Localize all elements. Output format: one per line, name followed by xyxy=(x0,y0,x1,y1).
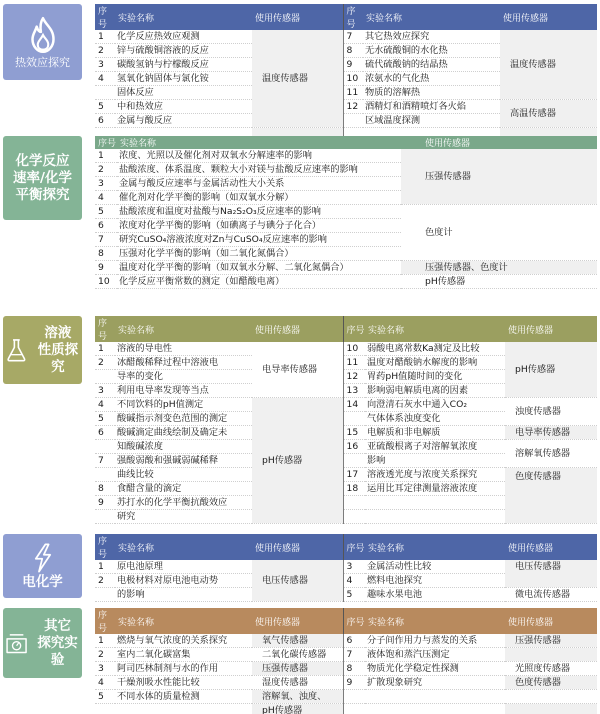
table-row: 10 化学反应平衡常数的测定（如醋酸电离） pH传感器 xyxy=(95,275,597,289)
section-label-other xyxy=(3,608,82,678)
col-header-sensor: 使用传感器 xyxy=(252,534,343,560)
table-row: 6 金属与酸反应 区域温度探测 xyxy=(95,114,597,128)
table-row: 4 氢氧化钠固体与氯化铵 10 浓氨水的气化热 xyxy=(95,72,597,86)
table-row: 3 阿司匹林制剂与水的作用 压强传感器 8 物质光化学稳定性探测 光照度传感器 xyxy=(95,662,597,676)
col-header-sensor: 使用传感器 xyxy=(505,534,597,560)
table-row: 的影响 5 趣味水果电池 微电流传感器 xyxy=(95,588,597,602)
section-electro xyxy=(0,534,600,598)
col-header-sensor: 使用传感器 xyxy=(252,4,343,30)
table-row: 3 利用电导率发现等当点 13 影响弱电解质电离的因素 xyxy=(95,384,597,398)
table-row: 3 碳酸氢钠与柠檬酸反应 9 硫代硫酸钠的结晶热 xyxy=(95,58,597,72)
section-other xyxy=(0,608,600,712)
section-rate xyxy=(0,136,600,300)
section-label-thermal xyxy=(3,4,82,80)
sensor-cell: 温度传感器 xyxy=(252,30,343,128)
table-row: 9 苏打水的化学平衡抗酸效应 xyxy=(95,496,597,510)
col-header-name: 实验名称 xyxy=(117,136,401,149)
electro-table xyxy=(95,534,597,602)
table-row: pH传感器 xyxy=(95,704,597,714)
table-row: 5 酸碱指示剂变色范围的测定 气体体系浊度变化 xyxy=(95,412,597,426)
sensor-cell: 溶解氧传感器 xyxy=(505,440,597,468)
sensor-cell: pH传感器 xyxy=(401,275,597,289)
section-thermal xyxy=(0,4,600,128)
col-header-num: 序号 xyxy=(95,316,115,342)
col-header-sensor: 使用传感器 xyxy=(505,608,597,634)
table-row: 2 盐酸浓度、体系温度、颗粒大小对镁与盐酸反应速率的影响 xyxy=(95,163,597,177)
sensor-cell: 压强传感器、色度计 xyxy=(401,261,597,275)
table-row: 4 催化剂对化学平衡的影响（如双氧水分解） xyxy=(95,191,597,205)
flame-icon xyxy=(22,14,64,56)
section-title: 化学反应 xyxy=(15,152,70,169)
col-header-num: 序号 xyxy=(343,4,363,30)
table-row: 7 强酸弱酸和强碱弱碱稀释 影响 xyxy=(95,454,597,468)
lightning-icon xyxy=(26,542,60,574)
table-row: 研究 xyxy=(95,510,597,524)
table-row: 9 温度对化学平衡的影响（如双氧水分解、二氧化氮偶合） 压强传感器、色度计 xyxy=(95,261,597,275)
sensor-cell: 高温传感器 xyxy=(500,100,597,128)
col-header-num: 序号 xyxy=(343,316,365,342)
col-header-num: 序号 xyxy=(95,534,115,560)
sensor-cell: 温度传感器 xyxy=(500,30,597,100)
col-header-name: 实验名称 xyxy=(365,316,505,342)
thermal-table xyxy=(95,4,597,144)
sensor-cell: 色度计 xyxy=(401,205,597,261)
section-title: 探究实验 xyxy=(37,634,78,668)
col-header-sensor: 使用传感器 xyxy=(252,608,343,634)
sensor-cell: 电压传感器 xyxy=(252,560,343,602)
table-row: 2 室内二氧化碳富集 二氧化碳传感器 7 液体饱和蒸汽压测定 xyxy=(95,648,597,662)
table-row: 导率的变化 12 胃药pH值随时间的变化 xyxy=(95,370,597,384)
sensor-cell: pH传感器 xyxy=(505,342,597,398)
scale-icon xyxy=(3,626,30,660)
sensor-cell: 浊度传感器 xyxy=(505,398,597,426)
sensor-cell: 电导率传感器 xyxy=(505,426,597,440)
flask-icon xyxy=(3,330,30,370)
section-label-electro xyxy=(3,534,82,598)
table-row: 2 冰醋酸稀释过程中溶液电 11 温度对醋酸钠水解度的影响 xyxy=(95,356,597,370)
col-header-name: 实验名称 xyxy=(115,534,252,560)
section-title: 电化学 xyxy=(22,573,63,590)
col-header-sensor: 使用传感器 xyxy=(401,136,597,149)
table-row: 固体反应 11 物质的溶解热 xyxy=(95,86,597,100)
solution-table xyxy=(95,316,597,524)
table-row: 4 不同饮料的pH值测定 pH传感器 14 向澄清石灰水中通入CO₂ 浊度传感器 xyxy=(95,398,597,412)
col-header-name: 实验名称 xyxy=(115,4,252,30)
section-title: 平衡探究 xyxy=(15,186,70,203)
table-row: 3 金属与酸反应速率与金属活动性大小关系 xyxy=(95,177,597,191)
table-row: 1 溶液的导电性 电导率传感器 10 弱酸电离常数Ka测定及比较 pH传感器 xyxy=(95,342,597,356)
col-header-num: 序号 xyxy=(95,136,117,149)
col-header-num: 序号 xyxy=(95,608,115,634)
table-row: 1 化学反应热效应观测 温度传感器 7 其它热效应探究 温度传感器 xyxy=(95,30,597,44)
table-row: 1 燃烧与氧气浓度的关系探究 氧气传感器 6 分子间作用力与蒸发的关系 压强传感器 xyxy=(95,634,597,648)
col-header-name: 实验名称 xyxy=(115,316,252,342)
col-header-num: 序号 xyxy=(343,534,365,560)
rate-table xyxy=(95,136,597,289)
col-header-num: 序号 xyxy=(343,608,365,634)
table-row: 6 酸碱滴定曲线绘制及确定未 15 电解质和非电解质 电导率传感器 xyxy=(95,426,597,440)
sensor-cell: 色度传感器 xyxy=(505,468,597,524)
table-row: 7 研究CuSO₄溶液浓度对Zn与CuSO₄反应速率的影响 xyxy=(95,233,597,247)
table-row: 2 锌与硫酸铜溶液的反应 8 无水硫酸铜的水化热 xyxy=(95,44,597,58)
sensor-cell: 微电流传感器 xyxy=(505,588,597,602)
table-row: 5 盐酸浓度和温度对盐酸与Na₂S₂O₃反应速率的影响 色度计 xyxy=(95,205,597,219)
sensor-cell: 电导率传感器 xyxy=(252,342,343,398)
section-title: 性质探究 xyxy=(37,341,79,375)
section-title: 其它 xyxy=(44,617,72,634)
section-title: 热效应探究 xyxy=(15,56,70,69)
col-header-name: 实验名称 xyxy=(365,608,505,634)
table-row: 1 浓度、光照以及催化剂对双氧水分解速率的影响 压强传感器 xyxy=(95,149,597,163)
sensor-cell: 电压传感器 xyxy=(505,560,597,588)
section-solution xyxy=(0,316,600,524)
table-row: 8 压强对化学平衡的影响（如二氧化氮偶合） xyxy=(95,247,597,261)
table-row: 曲线比较 17 溶液透光度与浓度关系探究 色度传感器 xyxy=(95,468,597,482)
col-header-name: 实验名称 xyxy=(363,4,500,30)
table-row: 知酸碱浓度 16 亚硫酸根离子对溶解氧浓度 溶解氧传感器 xyxy=(95,440,597,454)
section-title: 溶液 xyxy=(44,324,72,341)
table-row: 6 浓度对化学平衡的影响（如碘离子与碘分子化合） xyxy=(95,219,597,233)
table-row: 4 干燥剂吸水性能比较 湿度传感器 9 扩散现象研究 色度传感器 xyxy=(95,676,597,690)
table-row: 1 原电池原理 电压传感器 3 金属活动性比较 电压传感器 xyxy=(95,560,597,574)
other-table xyxy=(95,608,597,714)
section-label-solution xyxy=(3,316,82,384)
section-label-rate xyxy=(3,136,82,220)
table-row: 8 食醋含量的滴定 18 运用比耳定律测量溶液浓度 xyxy=(95,482,597,496)
col-header-sensor: 使用传感器 xyxy=(500,4,597,30)
sensor-cell: pH传感器 xyxy=(252,398,343,524)
section-title: 速率/化学 xyxy=(13,169,72,186)
col-header-num: 序号 xyxy=(95,4,115,30)
col-header-name: 实验名称 xyxy=(365,534,505,560)
table-row: 5 中和热效应 12 酒精灯和酒精喷灯各火焰 高温传感器 xyxy=(95,100,597,114)
sensor-cell: 压强传感器 xyxy=(401,149,597,205)
table-row: 5 不同水体的质量检测 溶解氧、浊度、 xyxy=(95,690,597,704)
col-header-sensor: 使用传感器 xyxy=(252,316,343,342)
col-header-name: 实验名称 xyxy=(115,608,252,634)
table-row: 2 电极材料对原电池电动势 4 燃料电池探究 xyxy=(95,574,597,588)
col-header-sensor: 使用传感器 xyxy=(505,316,597,342)
